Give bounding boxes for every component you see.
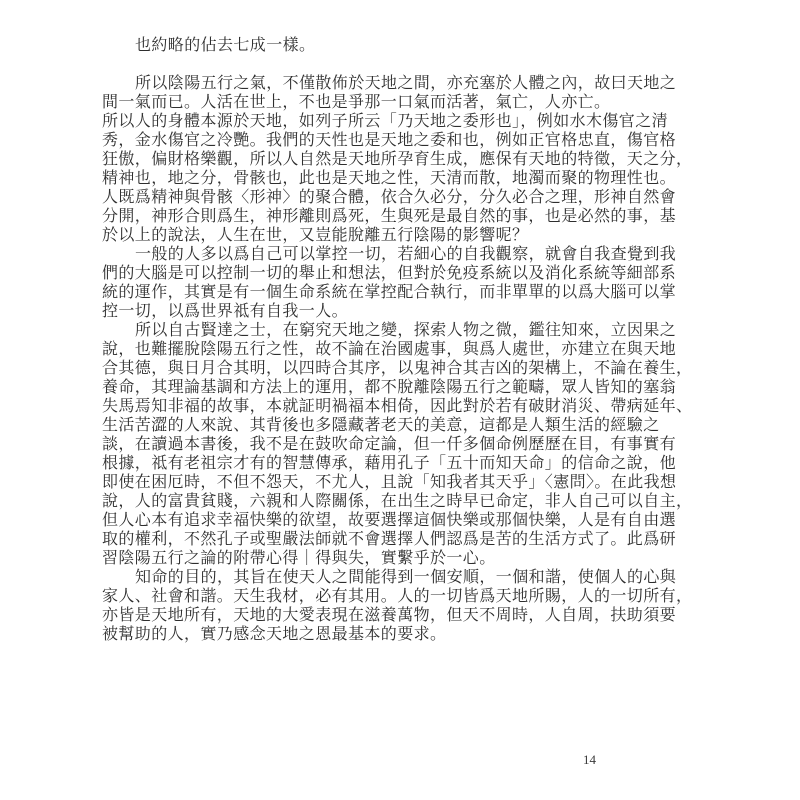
text-line: 也約略的佔去七成一樣。	[135, 37, 316, 54]
text-line: 統的運作，其實是有一個生命系統在掌控配合執行，而非單單的以爲大腦可以掌	[102, 284, 677, 301]
text-line: 即使在困厄時，不但不怨天，不尤人，且說「知我者其天乎」〈憲問〉。在此我想	[102, 474, 677, 491]
blank-line	[102, 55, 704, 74]
text-line: 根據，祗有老祖宗才有的智慧傳承，藉用孔子「五十而知天命」的信命之說，他	[102, 455, 677, 472]
page-number: 14	[583, 752, 596, 767]
text-line: 但人心本有追求幸福快樂的欲望，故要選擇這個快樂或那個快樂，人是有自由選	[102, 512, 677, 529]
text-line: 談，在讀過本書後，我不是在鼓吹命定論，但一仟多個命例歷歷在目，有事實有	[102, 436, 677, 453]
text-line: 說，也難擺脫陰陽五行之性，故不論在治國處事，與爲人處世，亦建立在與天地	[102, 341, 677, 358]
text-line: 間一氣而已。人活在世上，不也是爭那一口氣而活著，氣亡，人亦亡。	[102, 94, 611, 111]
text-line: 精神也，地之分，骨骸也，此也是天地之性，天清而散，地濁而聚的物理性也。	[102, 170, 677, 187]
text-line: 狂傲，偏財格樂觀，所以人自然是天地所孕育生成，應保有天地的特徵，天之分，	[102, 151, 693, 168]
text-line: 家人、社會和諧。天生我材，必有其用。人的一切皆爲天地所賜，人的一切所有，	[102, 588, 693, 605]
text-line: 合其德，與日月合其明，以四時合其序，以鬼神合其吉凶的架構上，不論在養生，	[102, 360, 693, 377]
text-line: 知命的目的，其旨在使天人之間能得到一個安順，一個和諧，使個人的心與	[135, 569, 677, 586]
text-line: 亦皆是天地所有，天地的大愛表現在滋養萬物，但天不周時，人自周，扶助須要	[102, 607, 677, 624]
text-line: 被幫助的人，實乃感念天地之恩最基本的要求。	[102, 626, 447, 643]
text-line: 所以自古賢達之士，在窮究天地之變，探索人物之微，鑑往知來，立因果之	[135, 322, 677, 339]
text-line: 取的權利，不然孔子或聖嚴法師就不會選擇人們認爲是苦的生活方式了。此爲研	[102, 531, 677, 548]
text-line: 說，人的富貴貧賤，六親和人際關係，在出生之時早已命定，非人自己可以自主，	[102, 493, 693, 510]
text-line: 養命，其理論基調和方法上的運用，都不脫離陰陽五行之範疇，眾人皆知的塞翁	[102, 379, 677, 396]
text-line: 所以人的身體本源於天地，如列子所云「乃天地之委形也」，例如水木傷官之清	[102, 113, 669, 130]
text-line: 失馬焉知非福的故事，本就証明禍福本相倚，因此對於若有破財消災、帶病延年、	[102, 398, 693, 415]
text-line: 所以陰陽五行之氣，不僅散佈於天地之間，亦充塞於人體之內，故曰天地之	[135, 75, 677, 92]
body-text-block	[102, 36, 704, 644]
text-line: 一般的人多以爲自己可以掌控一切，若細心的自我觀察，就會自我查覺到我	[135, 246, 677, 263]
text-line: 控一切，以爲世界祗有自我一人。	[102, 303, 349, 320]
text-line: 習陰陽五行之論的附帶心得｜得與失，實繫乎於一心。	[102, 550, 496, 567]
text-line: 們的大腦是可以控制一切的舉止和想法，但對於免疫系統以及消化系統等細部系	[102, 265, 677, 282]
text-line: 於以上的說法，人生在世，又豈能脫離五行陰陽的影響呢？	[102, 227, 529, 244]
text-line: 生活苦澀的人來說、其背後也多隱藏著老天的美意，這都是人類生活的經驗之	[102, 417, 660, 434]
text-line: 秀，金水傷官之冷艷。我們的天性也是天地之委和也，例如正官格忠直，傷官格	[102, 132, 677, 149]
text-line: 分開，神形合則爲生，神形離則爲死，生與死是最自然的事，也是必然的事，基	[102, 208, 677, 225]
text-line: 人既爲精神與骨骸〈形神〉的聚合體，依合久必分，分久必合之理，形神自然會	[102, 189, 677, 206]
